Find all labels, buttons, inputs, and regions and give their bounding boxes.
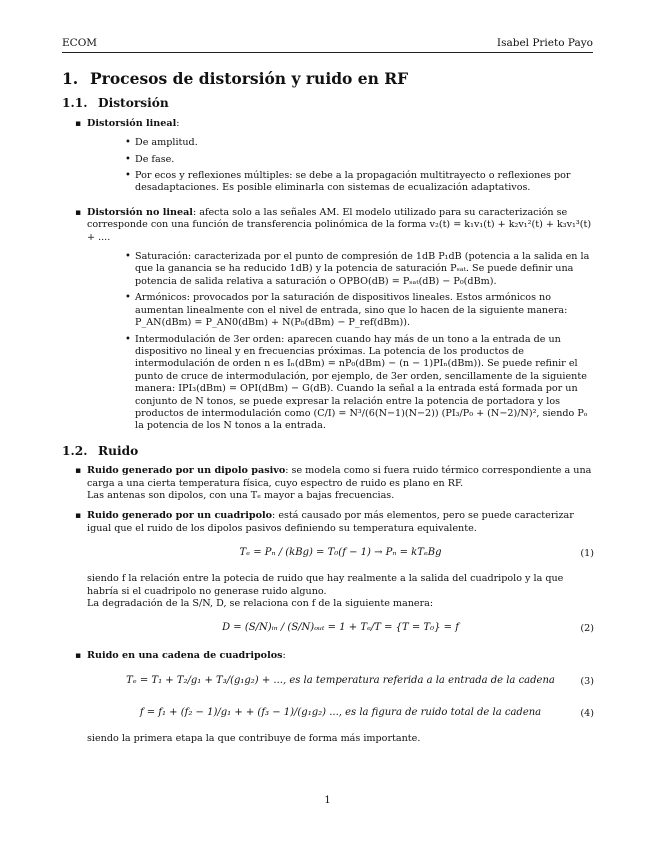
equation-3 bbox=[87, 669, 594, 695]
nolineal-sublist bbox=[87, 251, 594, 433]
equation-body: Tₑ = T₁ + T₂/g₁ + T₃/(g₁g₂) + ..., es la temperatura referida a la entrada de la cadena bbox=[126, 674, 555, 686]
list-item-intermodulacion: • Intermodulación de 3er orden: aparecen cuando hay más de un tono a la entrada de un dispositivo no lineal y en frecuencias próximas. La potencia de los productos de intermodulación de orden n es Iₙ(dBm) = nP₀(dBm) − (n − 1)PIₙ(dBm)). Se puede refinir el punto de cruce de intermodulación, por ejemplo, de 3er orden, sencillamente de la siguiente manera: IPI₃(dBm) = OPI(dBm) − G(dB). Cuando la señal a la entrada está formada por un conjunto de N tonos, se puede expresar la relación entre la potencia de portadora y los productos de intermodulación como (C/I) = N³/(6(N−1)(N−2)) (PI₃/P₀ + (N−2)/N)², siendo Pₒ la potencia de los N tonos a la entrada. bbox=[87, 334, 594, 433]
paragraph: siendo la primera etapa la que contribuye de forma más importante. bbox=[87, 732, 421, 744]
list-item-lineal bbox=[62, 118, 594, 195]
subsection-heading-ruido bbox=[62, 445, 594, 457]
list-item-dipolo bbox=[62, 465, 594, 502]
term-cuadripolo: Ruido generado por un cuadripolo bbox=[87, 510, 273, 522]
list-item: • De amplitud. bbox=[87, 137, 594, 149]
list-item-nolineal bbox=[62, 207, 594, 433]
subsection-title: Ruido bbox=[98, 443, 139, 458]
list-item-cadena bbox=[62, 650, 594, 745]
paragraph: : se modela como si fuera ruido térmico correspondiente a una carga a una cierta temperatura física, cuyo espectro de ruido es plano en RF. bbox=[87, 465, 592, 489]
header-author: Isabel Prieto Payo bbox=[496, 37, 593, 49]
header-course: ECOM bbox=[62, 37, 98, 49]
list-item: • Por ecos y reflexiones múltiples: se debe a la propagación multitrayecto o reflexiones por desadaptaciones. Es posible eliminarla con sistemas de ecualización adaptativos. bbox=[87, 170, 594, 195]
page-number: 1 bbox=[324, 795, 331, 806]
paragraph: Las antenas son dipolos, con una Tₑ mayor a bajas frecuencias. bbox=[87, 489, 395, 501]
subsection-title: Distorsión bbox=[98, 96, 169, 111]
main-content bbox=[62, 70, 594, 753]
section-number: 1. bbox=[62, 69, 79, 88]
equation-number: (2) bbox=[580, 623, 594, 635]
distortion-list bbox=[62, 118, 594, 433]
equation-number: (3) bbox=[580, 675, 594, 687]
section-heading bbox=[62, 69, 594, 88]
term-distorsion-lineal: Distorsión lineal bbox=[87, 117, 177, 129]
paragraph: : afecta solo a las señales AM. El modelo utilizado para su caracterización se corresponde con una función de transferencia polinómica de la forma v₂(t) = k₁v₁(t) + k₂v₁²(t) + k₃v₁³(t) + .... bbox=[87, 206, 592, 243]
paragraph: La degradación de la S/N, D, se relaciona con f de la siguiente manera: bbox=[87, 598, 434, 609]
header-rule bbox=[62, 52, 593, 53]
subsection-number: 1.2. bbox=[62, 443, 88, 458]
equation-body: D = (S/N)ᵢₙ / (S/N)ₒᵤₜ = 1 + Tₑ/T = {T = T₀} = f bbox=[222, 622, 459, 634]
equation-number: (4) bbox=[580, 707, 594, 719]
running-header bbox=[62, 37, 593, 51]
equation-body: Tₑ = Pₙ / (kBg) = T₀(f − 1) → Pₙ = kTₑBg bbox=[239, 547, 442, 559]
paragraph: siendo f la relación entre la potecia de ruido que hay realmente a la salida del cuadripolo y la que habría si el cuadripolo no generase ruido alguno. bbox=[87, 573, 564, 597]
term-cadena-cuadripolos: Ruido en una cadena de cuadripolos bbox=[87, 650, 283, 662]
subsection-number: 1.1. bbox=[62, 96, 88, 111]
term-colon: : bbox=[282, 650, 286, 662]
equation-4 bbox=[87, 701, 594, 727]
list-item: • De fase. bbox=[87, 154, 594, 166]
section-title: Procesos de distorsión y ruido en RF bbox=[90, 69, 409, 88]
list-item-saturacion: • Saturación: caracterizada por el punto de compresión de 1dB P₁dB (potencia a la salida en la que la ganancia se ha reducido 1dB) y la potencia de saturación Pₛₐₜ. Se puede definir una potencia de salida relativa a saturación o OPBO(dB) = Pₛₐₜ(dB) − P₀(dBm). bbox=[87, 251, 594, 288]
equation-number: (1) bbox=[580, 548, 594, 560]
equation-body: f = f₁ + (f₂ − 1)/g₁ + + (f₃ − 1)/(g₁g₂) ..., es la figura de ruido total de la cadena bbox=[139, 706, 542, 718]
equation-1 bbox=[87, 541, 594, 567]
lineal-sublist bbox=[87, 137, 594, 195]
subsection-heading-distorsion bbox=[62, 97, 594, 109]
list-item-cuadripolo bbox=[62, 510, 594, 642]
term-distorsion-no-lineal: Distorsión no lineal bbox=[87, 206, 193, 218]
noise-list bbox=[62, 465, 594, 745]
term-dipolo-pasivo: Ruido generado por un dipolo pasivo bbox=[87, 465, 286, 477]
equation-2 bbox=[87, 616, 594, 642]
list-item-armonicos: • Armónicos: provocados por la saturación de dispositivos lineales. Estos armónicos no aumentan linealmente con el nivel de entrada, sino que lo hacen de la siguiente manera: P_AN(dBm) = P_AN0(dBm) + N(P₀(dBm) − P_ref(dBm)). bbox=[87, 292, 594, 329]
paragraph: : está causado por más elementos, pero se puede caracterizar igual que el ruido de los dipolos pasivos definiendo su temperatura equivalente. bbox=[87, 510, 574, 534]
term-colon: : bbox=[176, 117, 180, 129]
